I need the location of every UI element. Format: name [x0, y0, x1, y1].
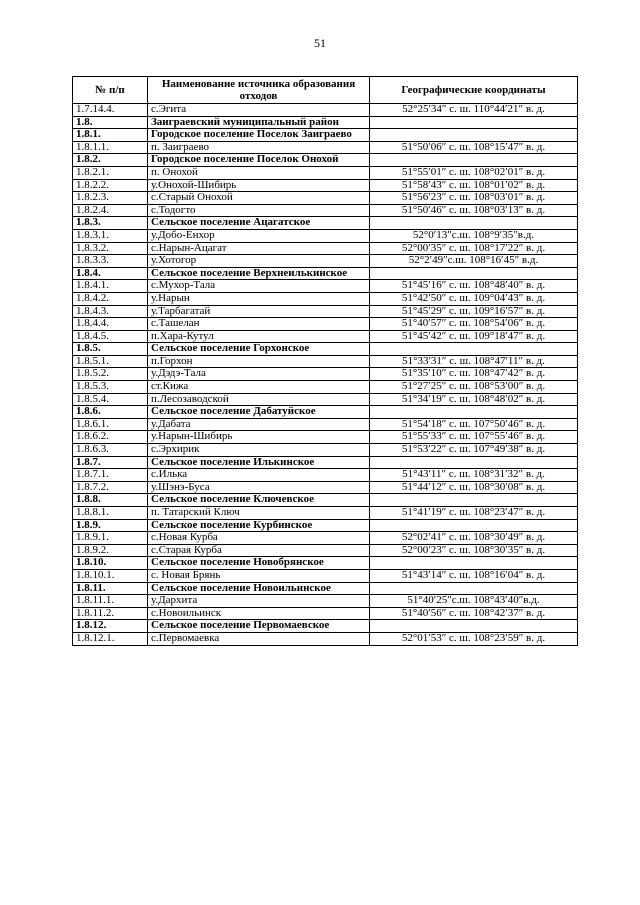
row-number-cell: 1.8.4.2. [73, 292, 148, 305]
row-name-cell: у.Добо-Енхор [148, 229, 370, 242]
row-number-cell: 1.8.3. [73, 217, 148, 230]
row-coords-cell: 51°45′29″ с. ш. 109°16′57″ в. д. [370, 305, 578, 318]
row-number-cell: 1.8.10.1. [73, 569, 148, 582]
row-coords-cell: 52°00′23″ с. ш. 108°30′35″ в. д. [370, 544, 578, 557]
row-coords-cell [370, 519, 578, 532]
row-name-cell: Сельское поселение Новоильинское [148, 582, 370, 595]
row-coords-cell: 51°40′25″с.ш. 108°43′40″в.д. [370, 595, 578, 608]
row-name-cell: с.Первомаевка [148, 632, 370, 645]
row-number-cell: 1.8.5. [73, 343, 148, 356]
table-group-row [73, 519, 578, 532]
table-row [73, 166, 578, 179]
row-number-cell: 1.8.4.3. [73, 305, 148, 318]
row-coords-cell [370, 620, 578, 633]
table-row [73, 569, 578, 582]
row-coords-cell: 51°41′19″ с. ш. 108°23′47″ в. д. [370, 507, 578, 520]
table-row [73, 381, 578, 394]
row-name-cell: Сельское поселение Илькинское [148, 456, 370, 469]
row-name-cell: с.Эгита [148, 104, 370, 117]
table-group-row [73, 557, 578, 570]
row-number-cell: 1.8.6.2. [73, 431, 148, 444]
row-number-cell: 1.8.2. [73, 154, 148, 167]
row-name-cell: с.Старый Онохой [148, 192, 370, 205]
row-number-cell: 1.8.3.1. [73, 229, 148, 242]
table-group-row [73, 620, 578, 633]
row-name-cell: п. Заиграево [148, 141, 370, 154]
row-number-cell: 1.8.9.2. [73, 544, 148, 557]
row-name-cell: п.Хара-Кутул [148, 330, 370, 343]
row-name-cell: с.Нарын-Ацагат [148, 242, 370, 255]
row-coords-cell: 51°40′57″ с. ш. 108°54′06″ в. д. [370, 318, 578, 331]
table-row [73, 431, 578, 444]
row-name-cell: у.Дэдэ-Тала [148, 368, 370, 381]
row-name-cell: п. Татарский Ключ [148, 507, 370, 520]
table-row [73, 305, 578, 318]
table-group-row [73, 494, 578, 507]
row-name-cell: у.Онохой-Шибирь [148, 179, 370, 192]
row-number-cell: 1.8.6.3. [73, 444, 148, 457]
row-number-cell: 1.8.1. [73, 129, 148, 142]
row-name-cell: у.Шэнэ-Буса [148, 481, 370, 494]
row-name-cell: Сельское поселение Ацагатское [148, 217, 370, 230]
row-number-cell: 1.8.8. [73, 494, 148, 507]
row-coords-cell: 51°55′01″ с. ш. 108°02′01″ в. д. [370, 166, 578, 179]
table-row [73, 280, 578, 293]
row-name-cell: с.Старая Курба [148, 544, 370, 557]
table-row [73, 255, 578, 268]
row-name-cell: у.Хотогор [148, 255, 370, 268]
row-coords-cell [370, 129, 578, 142]
row-name-cell: у.Тарбагатай [148, 305, 370, 318]
row-number-cell: 1.8.2.3. [73, 192, 148, 205]
table-row [73, 532, 578, 545]
row-coords-cell: 51°58′43″ с. ш. 108°01′02″ в. д. [370, 179, 578, 192]
row-coords-cell: 51°34′19″ с. ш. 108°48′02″ в. д. [370, 393, 578, 406]
row-coords-cell: 51°43′11″ с. ш. 108°31′32″ в. д. [370, 469, 578, 482]
header-name: Наименование источника образования отходов [148, 77, 370, 104]
row-name-cell: п. Онохой [148, 166, 370, 179]
row-name-cell: Сельское поселение Дабатуйское [148, 406, 370, 419]
table-row [73, 368, 578, 381]
table-row [73, 242, 578, 255]
table-group-row [73, 217, 578, 230]
table-group-row [73, 343, 578, 356]
row-coords-cell [370, 217, 578, 230]
row-coords-cell [370, 557, 578, 570]
table-row [73, 292, 578, 305]
table-header [73, 77, 578, 104]
row-coords-cell [370, 582, 578, 595]
table-body [73, 104, 578, 646]
row-name-cell: Сельское поселение Новобрянское [148, 557, 370, 570]
row-name-cell: с.Новая Курба [148, 532, 370, 545]
row-number-cell: 1.8.11.1. [73, 595, 148, 608]
table-row [73, 330, 578, 343]
table-group-row [73, 406, 578, 419]
row-coords-cell: 52°02′41″ с. ш. 108°30′49″ в. д. [370, 532, 578, 545]
row-name-cell: п.Лесозаводской [148, 393, 370, 406]
row-number-cell: 1.8.7. [73, 456, 148, 469]
row-coords-cell: 51°33′31″ с. ш. 108°47′11″ в. д. [370, 355, 578, 368]
table-row [73, 229, 578, 242]
table-row [73, 607, 578, 620]
row-coords-cell [370, 406, 578, 419]
row-number-cell: 1.8.6. [73, 406, 148, 419]
table-row [73, 355, 578, 368]
row-name-cell: у.Нарын [148, 292, 370, 305]
row-number-cell: 1.8.6.1. [73, 418, 148, 431]
table-group-row [73, 267, 578, 280]
row-number-cell: 1.8. [73, 116, 148, 129]
table-row [73, 141, 578, 154]
row-number-cell: 1.8.5.3. [73, 381, 148, 394]
row-coords-cell: 51°43′14″ с. ш. 108°16′04″ в. д. [370, 569, 578, 582]
table-row [73, 544, 578, 557]
row-coords-cell [370, 154, 578, 167]
row-name-cell: с.Новоильинск [148, 607, 370, 620]
row-coords-cell: 52°0′13″с.ш. 108°9′35″в.д. [370, 229, 578, 242]
row-number-cell: 1.8.10. [73, 557, 148, 570]
table-row [73, 632, 578, 645]
row-number-cell: 1.8.11. [73, 582, 148, 595]
row-coords-cell [370, 116, 578, 129]
row-number-cell: 1.8.2.2. [73, 179, 148, 192]
row-coords-cell: 52°2′49″с.ш. 108°16′45″ в.д. [370, 255, 578, 268]
row-coords-cell: 51°53′22″ с. ш. 107°49′38″ в. д. [370, 444, 578, 457]
row-coords-cell: 51°50′46″ с. ш. 108°03′13″ в. д. [370, 204, 578, 217]
row-number-cell: 1.8.12. [73, 620, 148, 633]
row-number-cell: 1.8.7.1. [73, 469, 148, 482]
row-number-cell: 1.8.7.2. [73, 481, 148, 494]
row-number-cell: 1.8.4.1. [73, 280, 148, 293]
row-number-cell: 1.8.5.1. [73, 355, 148, 368]
row-name-cell: Городское поселение Поселок Заиграево [148, 129, 370, 142]
row-coords-cell [370, 494, 578, 507]
row-name-cell: у.Нарын-Шибирь [148, 431, 370, 444]
table-row [73, 393, 578, 406]
table-group-row [73, 582, 578, 595]
table-row [73, 481, 578, 494]
row-name-cell: Сельское поселение Ключевское [148, 494, 370, 507]
row-name-cell: с.Илька [148, 469, 370, 482]
table-row [73, 204, 578, 217]
row-number-cell: 1.8.11.2. [73, 607, 148, 620]
table-row [73, 595, 578, 608]
row-number-cell: 1.8.9. [73, 519, 148, 532]
table-row [73, 469, 578, 482]
table-group-row [73, 116, 578, 129]
header-coords: Географические координаты [370, 77, 578, 104]
row-number-cell: 1.8.4.5. [73, 330, 148, 343]
row-name-cell: Сельское поселение Первомаевское [148, 620, 370, 633]
header-num: № п/п [73, 77, 148, 104]
table-row [73, 192, 578, 205]
table-row [73, 318, 578, 331]
row-number-cell: 1.8.3.2. [73, 242, 148, 255]
row-number-cell: 1.8.4. [73, 267, 148, 280]
row-coords-cell: 51°45′16″ с. ш. 108°48′40″ в. д. [370, 280, 578, 293]
row-coords-cell: 51°56′23″ с. ш. 108°03′01″ в. д. [370, 192, 578, 205]
table-row [73, 444, 578, 457]
row-number-cell: 1.8.4.4. [73, 318, 148, 331]
row-name-cell: с.Мухор-Тала [148, 280, 370, 293]
row-name-cell: Городское поселение Поселок Онохой [148, 154, 370, 167]
row-coords-cell: 51°44′12″ с. ш. 108°30′08″ в. д. [370, 481, 578, 494]
row-coords-cell: 52°01′53″ с. ш. 108°23′59″ в. д. [370, 632, 578, 645]
row-name-cell: ст.Кижа [148, 381, 370, 394]
row-number-cell: 1.8.1.1. [73, 141, 148, 154]
row-name-cell: Сельское поселение Верхнеилькинское [148, 267, 370, 280]
row-name-cell: с.Тодогто [148, 204, 370, 217]
row-name-cell: с. Новая Брянь [148, 569, 370, 582]
row-name-cell: у.Дабата [148, 418, 370, 431]
header-row [73, 77, 578, 104]
waste-sources-table [72, 76, 578, 646]
table-row [73, 418, 578, 431]
row-coords-cell: 52°00′35″ с. ш. 108°17′22″ в. д. [370, 242, 578, 255]
row-coords-cell: 52°25′34″ с. ш. 110°44′21″ в. д. [370, 104, 578, 117]
row-number-cell: 1.7.14.4. [73, 104, 148, 117]
row-number-cell: 1.8.5.2. [73, 368, 148, 381]
row-name-cell: с.Ташелан [148, 318, 370, 331]
row-coords-cell: 51°45′42″ с. ш. 109°18′47″ в. д. [370, 330, 578, 343]
row-number-cell: 1.8.9.1. [73, 532, 148, 545]
row-number-cell: 1.8.8.1. [73, 507, 148, 520]
row-number-cell: 1.8.5.4. [73, 393, 148, 406]
table-row [73, 507, 578, 520]
row-name-cell: Сельское поселение Горхонское [148, 343, 370, 356]
row-coords-cell: 51°54′18″ с. ш. 107°50′46″ в. д. [370, 418, 578, 431]
row-name-cell: п.Горхон [148, 355, 370, 368]
row-name-cell: Сельское поселение Курбинское [148, 519, 370, 532]
row-number-cell: 1.8.3.3. [73, 255, 148, 268]
row-coords-cell: 51°40′56″ с. ш. 108°42′37″ в. д. [370, 607, 578, 620]
row-coords-cell: 51°35′10″ с. ш. 108°47′42″ в. д. [370, 368, 578, 381]
row-coords-cell [370, 456, 578, 469]
row-coords-cell [370, 343, 578, 356]
table-row [73, 179, 578, 192]
row-coords-cell: 51°42′50″ с. ш. 109°04′43″ в. д. [370, 292, 578, 305]
row-coords-cell [370, 267, 578, 280]
row-coords-cell: 51°27′25″ с. ш. 108°53′00″ в. д. [370, 381, 578, 394]
page-number: 51 [314, 36, 326, 50]
row-coords-cell: 51°55′33″ с. ш. 107°55′46″ в. д. [370, 431, 578, 444]
table-group-row [73, 129, 578, 142]
row-number-cell: 1.8.12.1. [73, 632, 148, 645]
row-number-cell: 1.8.2.4. [73, 204, 148, 217]
row-name-cell: у.Дархита [148, 595, 370, 608]
row-coords-cell: 51°50′06″ с. ш. 108°15′47″ в. д. [370, 141, 578, 154]
row-number-cell: 1.8.2.1. [73, 166, 148, 179]
table-group-row [73, 456, 578, 469]
row-name-cell: с.Эрхирик [148, 444, 370, 457]
table-row [73, 104, 578, 117]
row-name-cell: Заиграевский муниципальный район [148, 116, 370, 129]
table-group-row [73, 154, 578, 167]
